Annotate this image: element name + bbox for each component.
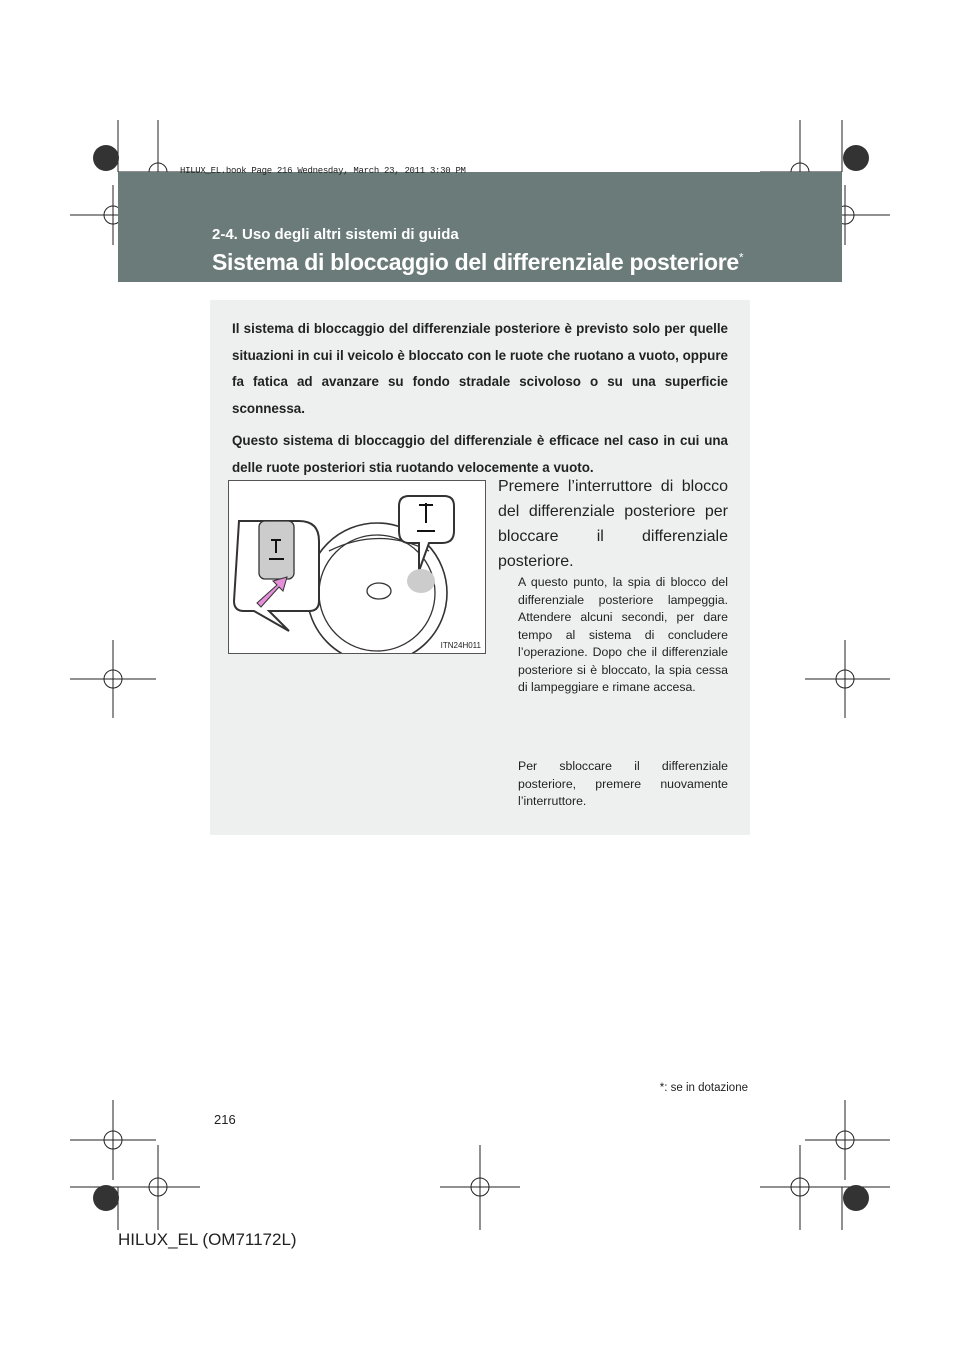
crosshair-icon xyxy=(440,1145,520,1230)
target-icon xyxy=(93,145,119,171)
intro-text xyxy=(232,316,728,487)
target-icon xyxy=(843,1185,869,1211)
section-heading: 2-4. Uso degli altri sistemi di guida xyxy=(212,226,459,243)
crosshair-icon xyxy=(70,1100,156,1180)
intro-paragraph: Questo sistema di bloccaggio del differenziale è efficace nel caso in cui una delle ruote posteriori stia ruotando velocemente a vuoto. xyxy=(232,433,728,475)
model-code: HILUX_EL (OM71172L) xyxy=(118,1230,297,1249)
crosshair-icon xyxy=(760,1145,842,1230)
figure-label: ITN24H011 xyxy=(440,641,481,650)
print-info: HILUX_EL.book Page 216 Wednesday, March 23, 2011 3:30 PM xyxy=(180,166,466,176)
note-paragraph: A questo punto, la spia di blocco del differenziale posteriore lampeggia. Attendere alcuni secondi, per dare tempo al sistema di concludere l’operazione. Dopo che il differenziale posteriore si è bloccato, la spia cessa di lampeggiare e rimane accesa. xyxy=(518,575,728,694)
crosshair-icon xyxy=(70,640,156,718)
diff-lock-switch-illustration xyxy=(229,481,485,653)
step-instruction: Premere l’interruttore di blocco del differenziale posteriore per bloccare il differenziale posteriore. xyxy=(498,478,728,570)
crosshair-icon xyxy=(118,1145,200,1230)
target-icon xyxy=(843,145,869,171)
dashboard-illustration xyxy=(228,480,486,654)
optional-mark: * xyxy=(738,250,744,265)
target-icon xyxy=(93,1185,119,1211)
page-title: Sistema di bloccaggio del differenziale posteriore* xyxy=(212,249,744,275)
crosshair-icon xyxy=(805,1100,890,1180)
crosshair-icon xyxy=(805,640,890,718)
intro-paragraph: Il sistema di bloccaggio del differenziale posteriore è previsto solo per quelle situazioni in cui il veicolo è bloccato con le ruote che ruotano a vuoto, oppure fa fatica ad avanzare su fondo stradale scivoloso o su una superficie sconnessa. xyxy=(232,321,728,416)
page-number: 216 xyxy=(214,1112,236,1127)
footnote: *: se in dotazione xyxy=(659,1082,748,1094)
note-paragraph: Per sbloccare il differenziale posteriore, premere nuovamente l’interruttore. xyxy=(518,759,728,808)
